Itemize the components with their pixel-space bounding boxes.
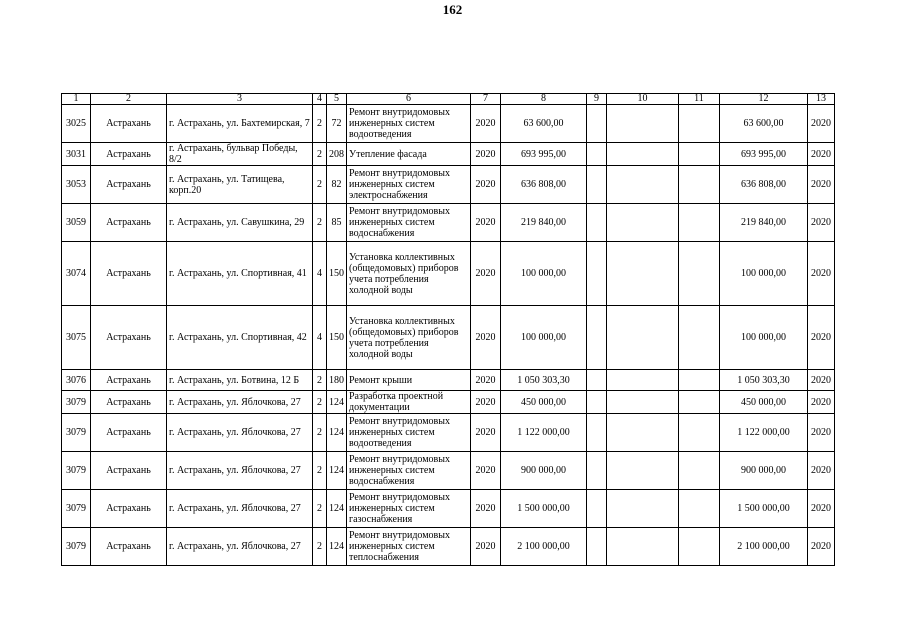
- cell-floors: 2: [313, 143, 327, 166]
- cell-end-year: 2020: [808, 143, 835, 166]
- cell-start-year: 2020: [471, 143, 501, 166]
- cell-col11: [679, 105, 720, 143]
- cell-col11: [679, 414, 720, 452]
- cell-end-year: 2020: [808, 490, 835, 528]
- column-number-header: 5: [327, 94, 347, 105]
- cell-municipality: Астрахань: [91, 391, 167, 414]
- cell-cost: 63 600,00: [501, 105, 587, 143]
- column-number-header: 3: [167, 94, 313, 105]
- cell-address: г. Астрахань, ул. Спортивная, 42: [167, 306, 313, 370]
- page-number: 162: [442, 2, 463, 17]
- column-number-row: [62, 94, 835, 105]
- cell-total-cost: 100 000,00: [720, 242, 808, 306]
- cell-total-cost: 693 995,00: [720, 143, 808, 166]
- cell-end-year: 2020: [808, 306, 835, 370]
- cell-end-year: 2020: [808, 370, 835, 391]
- cell-apartments: 124: [327, 452, 347, 490]
- table-row: [62, 490, 835, 528]
- cell-address: г. Астрахань, ул. Бахтемирская, 7: [167, 105, 313, 143]
- cell-total-cost: 100 000,00: [720, 306, 808, 370]
- table-row: [62, 204, 835, 242]
- cell-end-year: 2020: [808, 452, 835, 490]
- cell-end-year: 2020: [808, 528, 835, 566]
- cell-object-number: 3053: [62, 166, 91, 204]
- cell-municipality: Астрахань: [91, 204, 167, 242]
- cell-start-year: 2020: [471, 306, 501, 370]
- cell-floors: 2: [313, 204, 327, 242]
- cell-start-year: 2020: [471, 242, 501, 306]
- cell-apartments: 85: [327, 204, 347, 242]
- cell-col10: [607, 242, 679, 306]
- column-number-header: 2: [91, 94, 167, 105]
- cell-col10: [607, 391, 679, 414]
- cell-cost: 1 500 000,00: [501, 490, 587, 528]
- cell-municipality: Астрахань: [91, 242, 167, 306]
- cell-object-number: 3059: [62, 204, 91, 242]
- cell-total-cost: 900 000,00: [720, 452, 808, 490]
- cell-address: г. Астрахань, ул. Савушкина, 29: [167, 204, 313, 242]
- cell-col10: [607, 105, 679, 143]
- cell-col11: [679, 391, 720, 414]
- cell-col11: [679, 370, 720, 391]
- cell-col10: [607, 166, 679, 204]
- cell-cost: 219 840,00: [501, 204, 587, 242]
- column-number-header: 8: [501, 94, 587, 105]
- cell-municipality: Астрахань: [91, 166, 167, 204]
- cell-cost: 100 000,00: [501, 242, 587, 306]
- cell-col10: [607, 306, 679, 370]
- cell-col11: [679, 452, 720, 490]
- cell-apartments: 124: [327, 414, 347, 452]
- cell-cost: 900 000,00: [501, 452, 587, 490]
- cell-col10: [607, 490, 679, 528]
- cell-floors: 2: [313, 452, 327, 490]
- cell-object-number: 3076: [62, 370, 91, 391]
- cell-total-cost: 63 600,00: [720, 105, 808, 143]
- cell-address: г. Астрахань, бульвар Победы, 8/2: [167, 143, 313, 166]
- cell-work-type: Разработка проектной документации: [347, 391, 471, 414]
- cell-col10: [607, 143, 679, 166]
- cell-col9: [587, 414, 607, 452]
- cell-col11: [679, 166, 720, 204]
- cell-work-type: Ремонт внутридомовых инженерных систем водоснабжения: [347, 452, 471, 490]
- cell-col11: [679, 143, 720, 166]
- cell-work-type: Ремонт внутридомовых инженерных систем водоотведения: [347, 105, 471, 143]
- cell-col9: [587, 242, 607, 306]
- table-row: [62, 452, 835, 490]
- cell-apartments: 82: [327, 166, 347, 204]
- cell-start-year: 2020: [471, 204, 501, 242]
- cell-work-type: Утепление фасада: [347, 143, 471, 166]
- cell-floors: 2: [313, 528, 327, 566]
- table-row: [62, 528, 835, 566]
- cell-end-year: 2020: [808, 105, 835, 143]
- cell-work-type: Ремонт внутридомовых инженерных систем электроснабжения: [347, 166, 471, 204]
- cell-object-number: 3079: [62, 391, 91, 414]
- cell-col9: [587, 452, 607, 490]
- cell-municipality: Астрахань: [91, 370, 167, 391]
- cell-municipality: Астрахань: [91, 105, 167, 143]
- cell-apartments: 124: [327, 490, 347, 528]
- cell-floors: 4: [313, 242, 327, 306]
- cell-cost: 636 808,00: [501, 166, 587, 204]
- table-row: [62, 105, 835, 143]
- column-number-header: 6: [347, 94, 471, 105]
- cell-object-number: 3075: [62, 306, 91, 370]
- cell-col9: [587, 528, 607, 566]
- repair-register-table: [61, 93, 835, 566]
- cell-cost: 1 122 000,00: [501, 414, 587, 452]
- cell-total-cost: 636 808,00: [720, 166, 808, 204]
- cell-col9: [587, 105, 607, 143]
- cell-total-cost: 1 122 000,00: [720, 414, 808, 452]
- column-number-header: 11: [679, 94, 720, 105]
- cell-apartments: 124: [327, 528, 347, 566]
- cell-apartments: 180: [327, 370, 347, 391]
- cell-total-cost: 1 500 000,00: [720, 490, 808, 528]
- cell-end-year: 2020: [808, 166, 835, 204]
- column-number-header: 13: [808, 94, 835, 105]
- cell-municipality: Астрахань: [91, 306, 167, 370]
- cell-object-number: 3079: [62, 528, 91, 566]
- cell-work-type: Ремонт внутридомовых инженерных систем водоснабжения: [347, 204, 471, 242]
- cell-cost: 2 100 000,00: [501, 528, 587, 566]
- cell-address: г. Астрахань, ул. Спортивная, 41: [167, 242, 313, 306]
- cell-col10: [607, 370, 679, 391]
- cell-floors: 2: [313, 391, 327, 414]
- cell-address: г. Астрахань, ул. Яблочкова, 27: [167, 490, 313, 528]
- cell-municipality: Астрахань: [91, 528, 167, 566]
- cell-col10: [607, 204, 679, 242]
- cell-col9: [587, 166, 607, 204]
- cell-work-type: Установка коллективных (общедомовых) приборов учета потребления холодной воды: [347, 306, 471, 370]
- cell-start-year: 2020: [471, 452, 501, 490]
- cell-col10: [607, 528, 679, 566]
- cell-total-cost: 2 100 000,00: [720, 528, 808, 566]
- cell-floors: 2: [313, 370, 327, 391]
- cell-work-type: Ремонт внутридомовых инженерных систем газоснабжения: [347, 490, 471, 528]
- table-row: [62, 143, 835, 166]
- cell-end-year: 2020: [808, 414, 835, 452]
- cell-start-year: 2020: [471, 490, 501, 528]
- cell-address: г. Астрахань, ул. Татищева, корп.20: [167, 166, 313, 204]
- cell-end-year: 2020: [808, 242, 835, 306]
- cell-object-number: 3025: [62, 105, 91, 143]
- cell-start-year: 2020: [471, 528, 501, 566]
- cell-municipality: Астрахань: [91, 414, 167, 452]
- cell-apartments: 150: [327, 242, 347, 306]
- cell-col9: [587, 143, 607, 166]
- cell-work-type: Ремонт внутридомовых инженерных систем теплоснабжения: [347, 528, 471, 566]
- column-number-header: 9: [587, 94, 607, 105]
- column-number-header: 10: [607, 94, 679, 105]
- cell-col10: [607, 452, 679, 490]
- cell-start-year: 2020: [471, 166, 501, 204]
- column-number-header: 1: [62, 94, 91, 105]
- cell-col9: [587, 391, 607, 414]
- cell-address: г. Астрахань, ул. Яблочкова, 27: [167, 452, 313, 490]
- cell-start-year: 2020: [471, 391, 501, 414]
- table-row: [62, 414, 835, 452]
- cell-object-number: 3074: [62, 242, 91, 306]
- cell-col9: [587, 490, 607, 528]
- cell-col9: [587, 204, 607, 242]
- cell-cost: 693 995,00: [501, 143, 587, 166]
- cell-start-year: 2020: [471, 414, 501, 452]
- cell-end-year: 2020: [808, 391, 835, 414]
- table-row: [62, 242, 835, 306]
- cell-address: г. Астрахань, ул. Ботвина, 12 Б: [167, 370, 313, 391]
- cell-total-cost: 1 050 303,30: [720, 370, 808, 391]
- cell-object-number: 3079: [62, 490, 91, 528]
- cell-work-type: Установка коллективных (общедомовых) приборов учета потребления холодной воды: [347, 242, 471, 306]
- cell-floors: 2: [313, 105, 327, 143]
- cell-col9: [587, 306, 607, 370]
- cell-col11: [679, 306, 720, 370]
- cell-work-type: Ремонт крыши: [347, 370, 471, 391]
- cell-apartments: 208: [327, 143, 347, 166]
- cell-col11: [679, 528, 720, 566]
- table-row: [62, 370, 835, 391]
- table-row: [62, 306, 835, 370]
- cell-address: г. Астрахань, ул. Яблочкова, 27: [167, 528, 313, 566]
- cell-apartments: 150: [327, 306, 347, 370]
- cell-col9: [587, 370, 607, 391]
- cell-cost: 100 000,00: [501, 306, 587, 370]
- cell-floors: 2: [313, 166, 327, 204]
- cell-address: г. Астрахань, ул. Яблочкова, 27: [167, 391, 313, 414]
- column-number-header: 12: [720, 94, 808, 105]
- cell-municipality: Астрахань: [91, 452, 167, 490]
- cell-floors: 2: [313, 490, 327, 528]
- table-row: [62, 391, 835, 414]
- cell-total-cost: 450 000,00: [720, 391, 808, 414]
- cell-col10: [607, 414, 679, 452]
- cell-municipality: Астрахань: [91, 490, 167, 528]
- cell-address: г. Астрахань, ул. Яблочкова, 27: [167, 414, 313, 452]
- cell-start-year: 2020: [471, 105, 501, 143]
- cell-col11: [679, 204, 720, 242]
- table-body: [62, 94, 835, 566]
- column-number-header: 7: [471, 94, 501, 105]
- cell-floors: 4: [313, 306, 327, 370]
- cell-object-number: 3079: [62, 414, 91, 452]
- column-number-header: 4: [313, 94, 327, 105]
- cell-total-cost: 219 840,00: [720, 204, 808, 242]
- cell-floors: 2: [313, 414, 327, 452]
- cell-col11: [679, 242, 720, 306]
- cell-cost: 450 000,00: [501, 391, 587, 414]
- table-row: [62, 166, 835, 204]
- cell-cost: 1 050 303,30: [501, 370, 587, 391]
- cell-end-year: 2020: [808, 204, 835, 242]
- cell-col11: [679, 490, 720, 528]
- cell-apartments: 72: [327, 105, 347, 143]
- cell-start-year: 2020: [471, 370, 501, 391]
- cell-object-number: 3031: [62, 143, 91, 166]
- cell-apartments: 124: [327, 391, 347, 414]
- cell-work-type: Ремонт внутридомовых инженерных систем водоотведения: [347, 414, 471, 452]
- cell-municipality: Астрахань: [91, 143, 167, 166]
- cell-object-number: 3079: [62, 452, 91, 490]
